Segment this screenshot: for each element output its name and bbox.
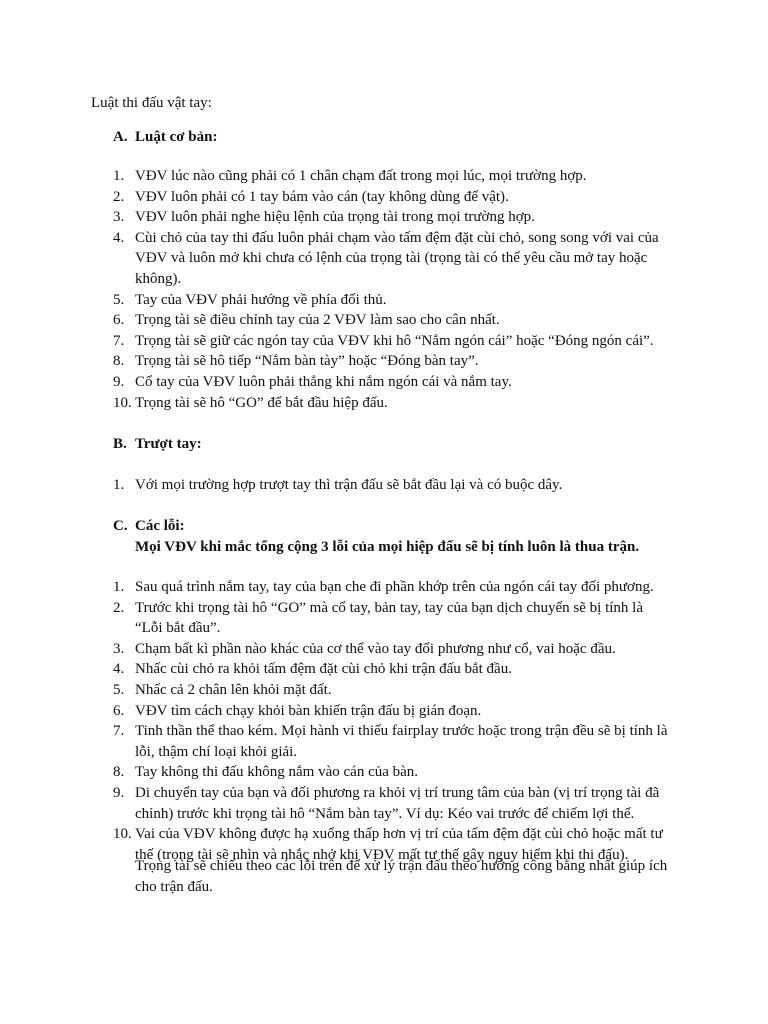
list-item <box>0 166 673 187</box>
list-item-text: Tay không thi đấu không nắm vào cán của bàn. <box>135 764 419 781</box>
list-item <box>0 783 673 824</box>
list-item-number: 4. <box>113 229 125 246</box>
list-item-text: VĐV tìm cách chạy khỏi bàn khiến trận đấu bị gián đoạn. <box>135 702 482 719</box>
list-item-text: Cùi chỏ của tay thi đấu luôn phải chạm vào tấm đệm đặt cùi chỏ, song song với vai của VĐV và luôn mở khi chưa có lệnh của trọng tài (trọng tài có thể yêu cầu mở tay hoặc không). <box>135 229 659 287</box>
list-item-text: Vai của VĐV không được hạ xuống thấp hơn vị trí của tấm đệm đặt cùi chỏ hoặc mất tư thế (trọng tài sẽ nhìn và nhắc nhở khi VĐV mất tư thế gây nguy hiểm khi thi đấu). <box>135 826 663 863</box>
list-item-text: Chạm bất kì phần nào khác của cơ thể vào tay đối phương như cổ, vai hoặc đầu. <box>135 640 616 657</box>
list-item-number: 2. <box>113 188 125 205</box>
section-c-letter: C. <box>113 518 128 534</box>
list-item-number: 8. <box>113 353 125 370</box>
list-item <box>0 187 673 208</box>
list-item-text: Trọng tài sẽ giữ các ngón tay của VĐV khi hô “Nắm ngón cái” hoặc “Đóng ngón cái”. <box>135 332 654 349</box>
section-a-letter: A. <box>113 129 128 145</box>
list-item-text: Nhấc cả 2 chân lên khỏi mặt đất. <box>135 681 332 698</box>
list-item-number: 4. <box>113 661 125 678</box>
list-item-number: 9. <box>113 784 125 801</box>
list-item <box>0 351 673 372</box>
list-item <box>0 290 673 311</box>
list-item <box>0 475 673 496</box>
list-item-text: VĐV lúc nào cũng phải có 1 chân chạm đất trong mọi lúc, mọi trường hợp. <box>135 168 587 184</box>
list-item-text: Nhấc cùi chỏ ra khỏi tấm đệm đặt cùi chỏ khi trận đấu bắt đầu. <box>135 661 512 678</box>
list-item <box>0 207 673 228</box>
list-item-text: Với mọi trường hợp trượt tay thì trận đấu sẽ bắt đầu lại và có buộc dây. <box>135 477 563 493</box>
list-item-text: Tinh thần thể thao kém. Mọi hành vi thiếu fairplay trước hoặc trong trận đều sẽ bị tính là lỗi, thậm chí loại khỏi giải. <box>135 723 668 760</box>
list-item-number: 7. <box>113 332 125 349</box>
list-item-text: Trọng tài sẽ hô “GO” để bắt đầu hiệp đấu. <box>135 394 388 411</box>
list-item <box>0 680 673 701</box>
list-item <box>0 393 673 414</box>
section-b-letter: B. <box>113 436 127 452</box>
list-item <box>0 228 673 290</box>
list-item-text: VĐV luôn phải có 1 tay bám vào cán (tay không dùng để vật). <box>135 188 509 205</box>
list-item-number: 9. <box>113 373 125 390</box>
list-item-text: Sau quá trình nắm tay, tay của bạn che đi phần khớp trên của ngón cái tay đối phương. <box>135 579 654 595</box>
list-item <box>0 372 673 393</box>
list-item <box>0 721 673 762</box>
list-item-number: 3. <box>113 640 125 657</box>
document-title: Luật thi đấu vật tay: <box>91 95 212 111</box>
list-item-text: Trọng tài sẽ hô tiếp “Nắm bàn tày” hoặc “Đóng bàn tay”. <box>135 353 479 370</box>
list-item-text: Tay của VĐV phải hướng về phía đối thủ. <box>135 291 387 308</box>
list-item-number: 1. <box>113 579 125 595</box>
list-item-number: 10. <box>113 394 132 411</box>
list-item-number: 5. <box>113 681 125 698</box>
list-item-number: 8. <box>113 764 125 781</box>
section-c-list <box>0 577 673 865</box>
list-item <box>0 701 673 722</box>
list-item-text: Cổ tay của VĐV luôn phải thẳng khi nắm ngón cái và nắm tay. <box>135 373 512 390</box>
list-item <box>0 331 673 352</box>
section-c-subheading: Mọi VĐV khi mắc tổng cộng 3 lỗi của mọi hiệp đấu sẽ bị tính luôn là thua trận. <box>135 539 640 555</box>
section-c-heading <box>113 516 185 536</box>
list-item-number: 2. <box>113 599 125 616</box>
list-item-text: Trọng tài sẽ điều chỉnh tay của 2 VĐV làm sao cho cân nhất. <box>135 312 500 329</box>
closing-paragraph: Trọng tài sẽ chiếu theo các lỗi trên để xử lý trận đấu theo hướng công bằng nhất giúp ích cho trận đấu. <box>135 858 668 895</box>
list-item-text: Trước khi trọng tài hô “GO” mà cổ tay, bản tay, tay của bạn dịch chuyển sẽ bị tính là “Lỗi bắt đầu”. <box>135 599 644 637</box>
section-c-title: Các lỗi: <box>135 518 185 534</box>
list-item-number: 1. <box>113 168 125 184</box>
section-b-title: Trượt tay: <box>135 436 202 452</box>
list-item <box>0 659 673 680</box>
list-item-number: 10. <box>113 826 132 843</box>
list-item <box>0 310 673 331</box>
section-a-heading <box>113 127 218 147</box>
list-item-number: 3. <box>113 209 125 226</box>
list-item-number: 1. <box>113 477 125 493</box>
list-item <box>0 762 673 783</box>
list-item-text: Di chuyển tay của bạn và đối phương ra khỏi vị trí trung tâm của bàn (vị trí trọng tài đã chỉnh) trước khi trọng tài hô “Nắm bàn tay”. Ví dụ: Kéo vai trước để chiếm lợi thế. <box>135 784 660 822</box>
list-item <box>0 598 673 639</box>
list-item <box>0 639 673 660</box>
section-a-title: Luật cơ bản: <box>135 129 218 145</box>
list-item-text: VĐV luôn phải nghe hiệu lệnh của trọng tài trong mọi trường hợp. <box>135 209 535 226</box>
list-item <box>0 577 673 598</box>
list-item-number: 6. <box>113 312 125 329</box>
list-item-number: 5. <box>113 291 125 308</box>
section-b-heading <box>113 434 202 454</box>
list-item-number: 6. <box>113 702 125 719</box>
list-item-number: 7. <box>113 723 125 740</box>
section-b-list <box>0 475 673 496</box>
section-a-list <box>0 166 673 413</box>
